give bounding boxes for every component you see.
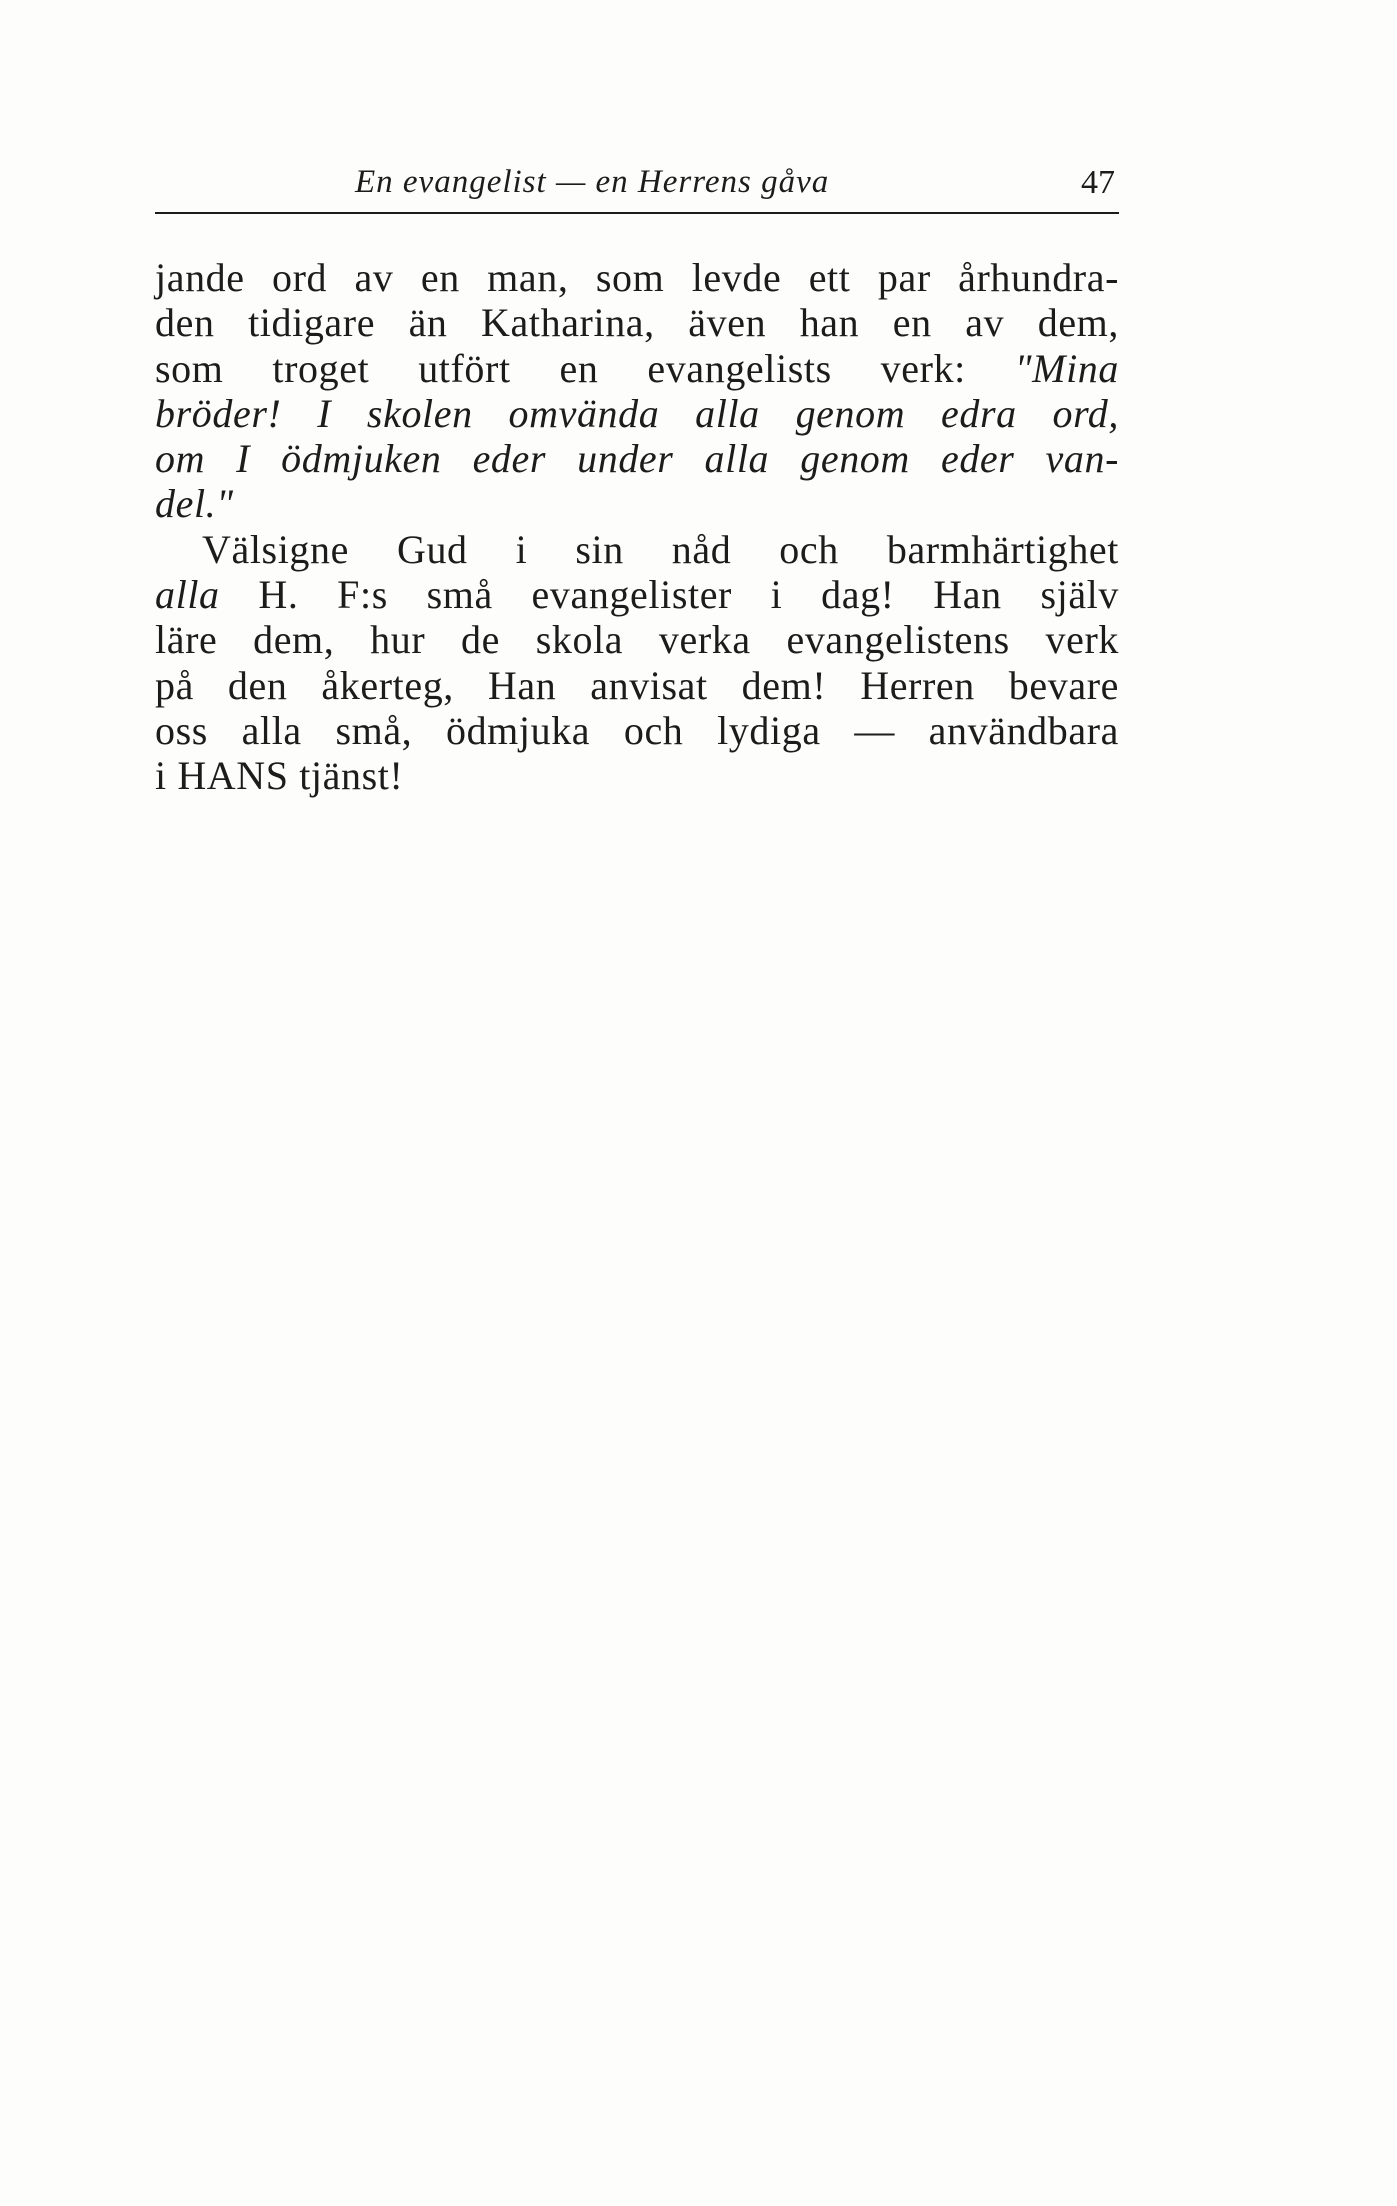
text-line: jande ord av en man, som levde ett par århundra- [155, 255, 1119, 300]
quote-line: del." [155, 481, 234, 527]
text-line: på den åkerteg, Han anvisat dem! Herren bevare [155, 662, 1119, 708]
text-line [155, 346, 1119, 391]
text-line [155, 572, 1119, 617]
paragraph [155, 255, 1119, 527]
running-title: En evangelist — en Herrens gåva [355, 164, 830, 200]
text-run: som troget utfört en evangelists verk: [155, 345, 1015, 391]
text-line: i HANS tjänst! [155, 753, 404, 799]
text-run: H. F:s små evangelister i dag! Han själv [219, 572, 1119, 618]
quote-run: "Mina [1014, 345, 1119, 391]
text-line: den tidigare än Katharina, även han en av dem, [155, 300, 1119, 346]
text-line: Välsigne Gud i sin nåd och barmhärtighet [202, 526, 1119, 572]
page-header [155, 160, 1119, 214]
page-number: 47 [1081, 164, 1115, 201]
quote-line: om I ödmjuken eder under alla genom eder van- [155, 436, 1119, 482]
paragraph [155, 527, 1119, 799]
emphasis-run: alla [155, 572, 220, 618]
quote-line: bröder! I skolen omvända alla genom edra ord, [155, 390, 1119, 436]
text-line: oss alla små, ödmjuka och lydiga — användbara [155, 707, 1119, 753]
text-line: läre dem, hur de skola verka evangelistens verk [155, 617, 1119, 663]
body-text [155, 255, 1119, 799]
